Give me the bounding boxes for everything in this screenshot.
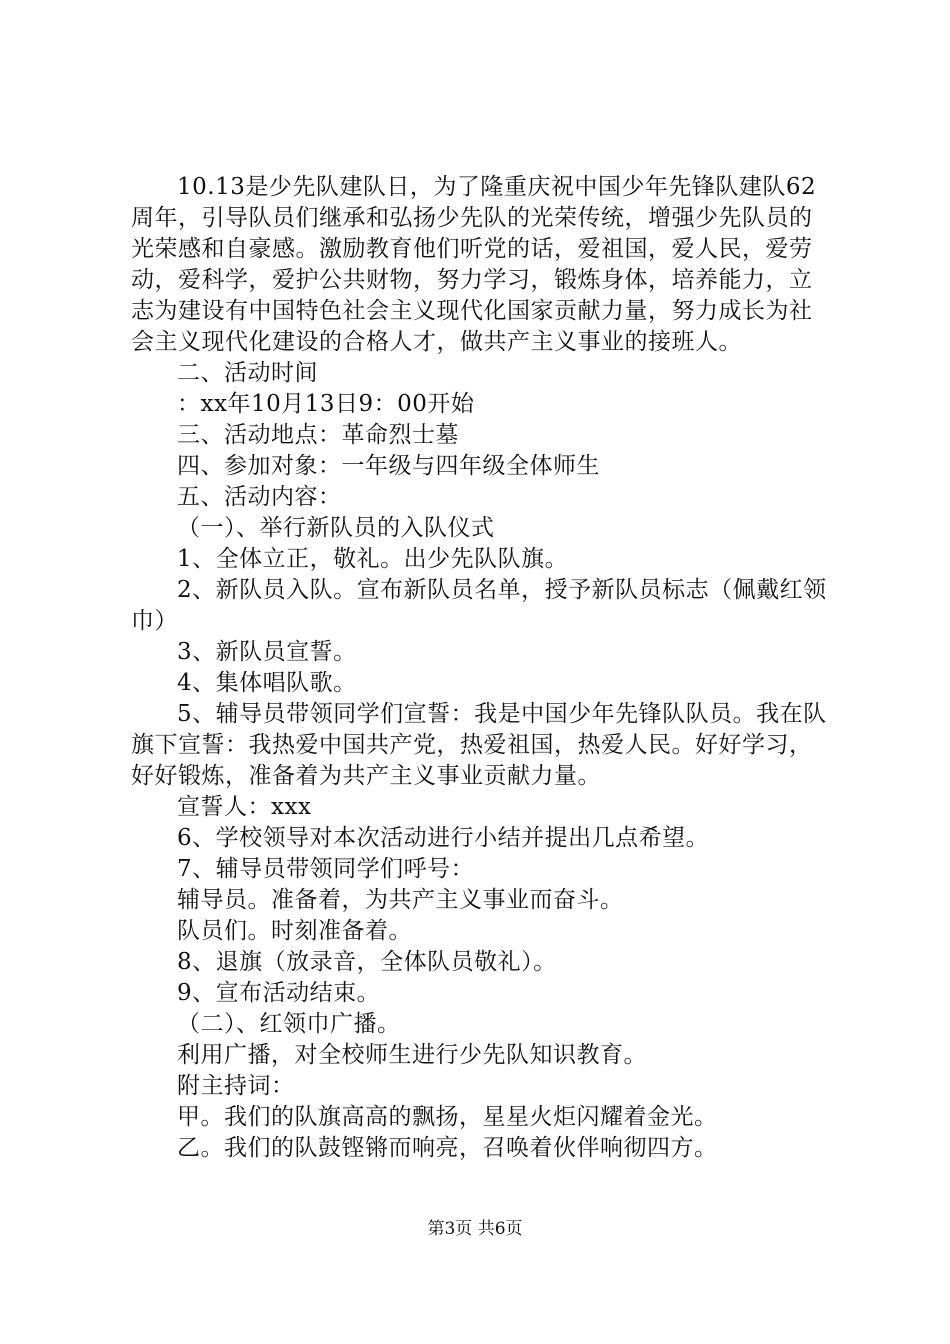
paragraph-host-b: 乙。我们的队鼓铿锵而响亮，召唤着伙伴响彻四方。: [177, 1135, 718, 1161]
list-item: 8、退旗（放录音，全体队员敬礼）。: [177, 949, 557, 975]
paragraph-subheading-ceremony: （一）、举行新队员的入队仪式: [177, 515, 495, 541]
paragraph-time: ：xx年10月13日9：00开始: [177, 391, 475, 417]
list-item: 3、新队员宣誓。: [177, 639, 357, 665]
list-item: 9、宣布活动结束。: [177, 980, 381, 1006]
list-item: 2、新队员入队。宣布新队员名单，授予新队员标志（佩戴红领巾）: [131, 577, 827, 634]
page-number: 第3页 共6页: [427, 1219, 523, 1239]
paragraph-intro: 10.13是少先队建队日，为了隆重庆祝中国少年先锋队建队62周年，引导队员们继承和弘扬少先队的光荣传统，增强少先队员的光荣感和自豪感。激励教育他们听党的话，爱祖国，爱人民，爱劳动，爱科学，爱护公共财物，努力学习，锻炼身体，培养能力，立志为建设有中国特色社会主义现代化国家贡献力量，努力成长为社会主义现代化建设的合格人才，做共产主义事业的接班人。: [131, 174, 817, 355]
paragraph-participants: 四、参加对象：一年级与四年级全体师生: [177, 453, 600, 479]
paragraph-members-response: 队员们。时刻准备着。: [177, 918, 412, 944]
list-item: 7、辅导员带领同学们呼号：: [177, 856, 475, 882]
paragraph-subheading-broadcast: （二）、红领巾广播。: [177, 1011, 401, 1037]
list-item: 6、学校领导对本次活动进行小结并提出几点希望。: [177, 825, 710, 851]
document-body: [131, 172, 831, 1164]
paragraph-counselor-call: 辅导员。准备着，为共产主义事业而奋斗。: [177, 887, 624, 913]
paragraph-host-a: 甲。我们的队旗高高的飘扬，星星火炬闪耀着金光。: [177, 1104, 718, 1130]
list-item: 4、集体唱队歌。: [177, 670, 357, 696]
paragraph-host-script-heading: 附主持词：: [177, 1073, 295, 1099]
paragraph-heading-time: 二、活动时间: [177, 360, 318, 386]
paragraph-oath-person: 宣誓人：xxx: [177, 794, 312, 820]
list-item: 5、辅导员带领同学们宣誓：我是中国少年先锋队队员。我在队旗下宣誓：我热爱中国共产党，热爱祖国，热爱人民。好好学习，好好锻炼，准备着为共产主义事业贡献力量。: [131, 701, 827, 789]
paragraph-heading-content: 五、活动内容：: [177, 484, 342, 510]
paragraph-broadcast: 利用广播，对全校师生进行少先队知识教育。: [177, 1042, 647, 1068]
list-item: 1、全体立正，敬礼。出少先队队旗。: [177, 546, 569, 572]
paragraph-location: 三、活动地点：革命烈士墓: [177, 422, 459, 448]
